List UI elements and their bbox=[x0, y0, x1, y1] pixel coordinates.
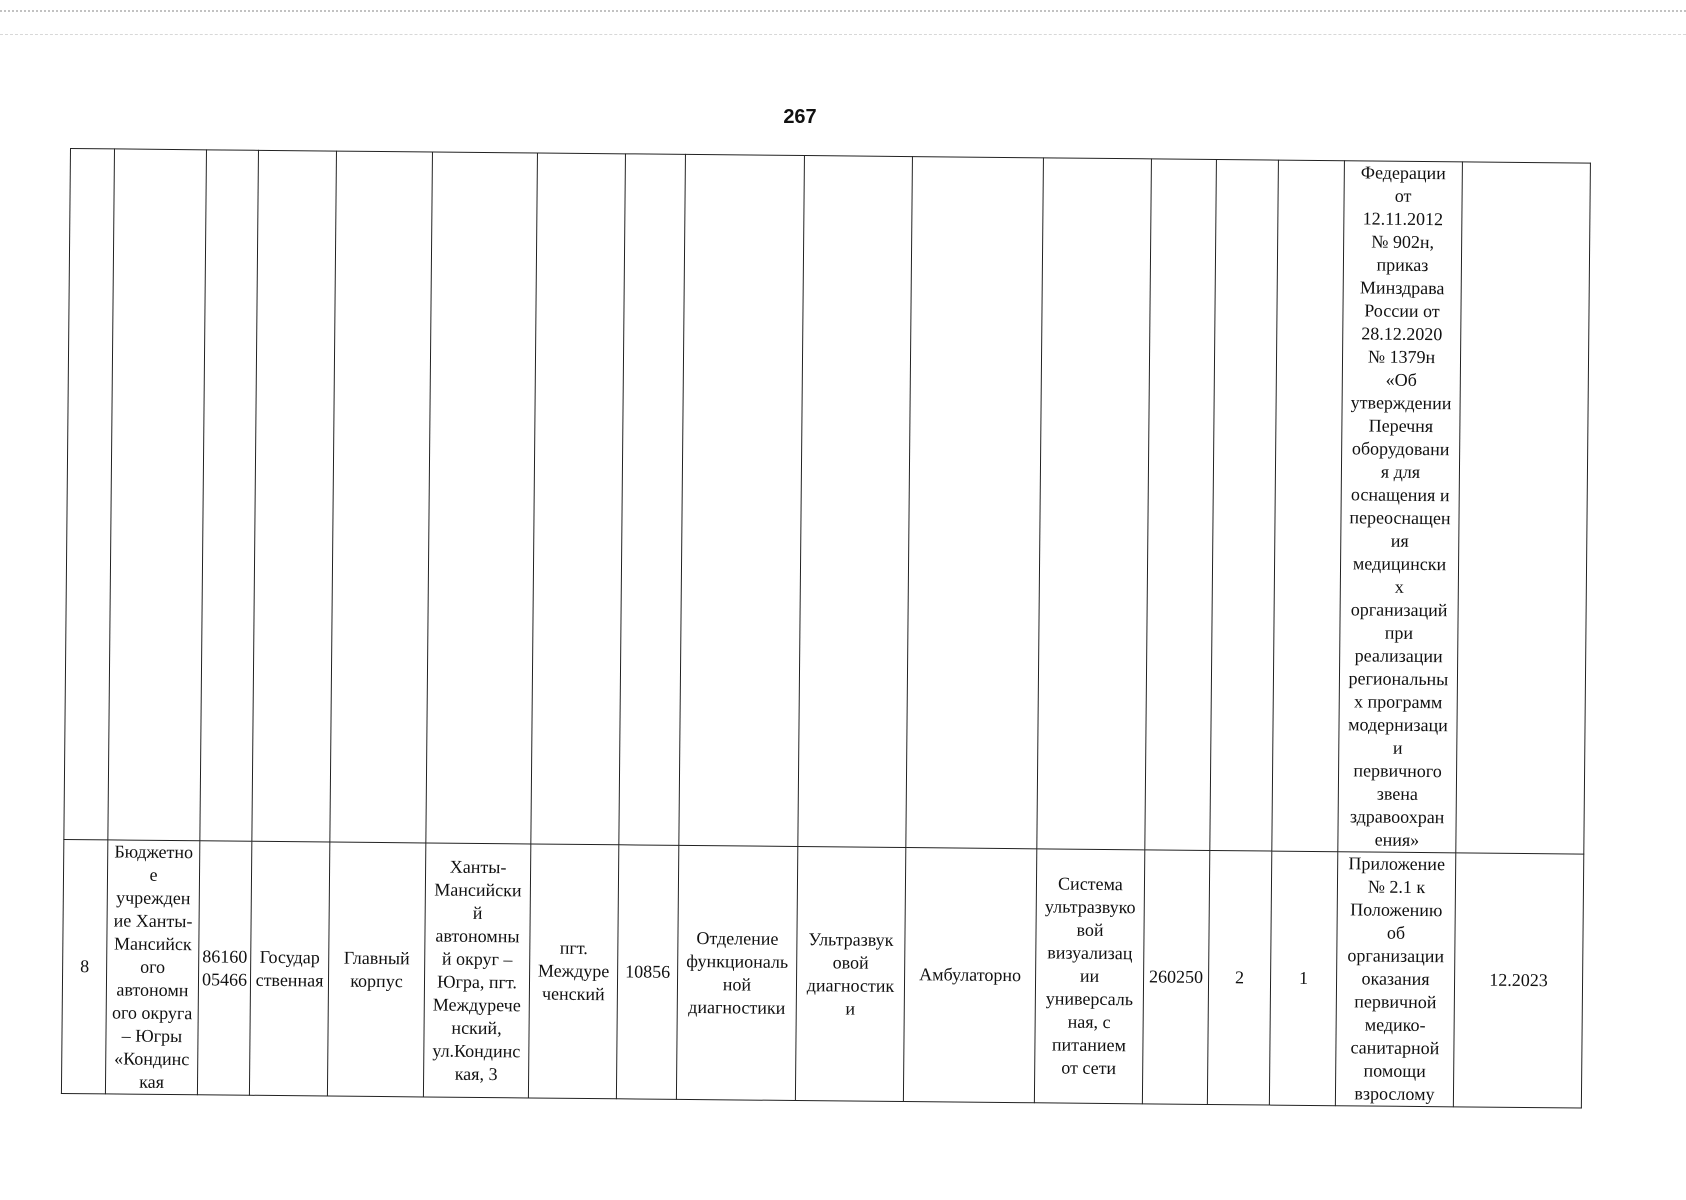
cell-ownership: Государ ственная bbox=[249, 841, 329, 1096]
registry-table bbox=[61, 148, 1591, 1109]
cell-required-qty bbox=[1210, 160, 1279, 852]
cell-ownership bbox=[252, 150, 337, 842]
cell-date: 12.2023 bbox=[1453, 853, 1583, 1108]
cell-num bbox=[64, 149, 115, 840]
cell-address: Ханты- Мансийски й автономны й округ – Югра, пгт. Междурече нский, ул.Кондинс кая, 3 bbox=[423, 843, 530, 1098]
registry-table-sheet bbox=[61, 148, 1590, 1109]
cell-profile bbox=[798, 156, 913, 848]
cell-index: 10856 bbox=[616, 845, 678, 1100]
cell-conditions: Амбулаторно bbox=[903, 848, 1036, 1103]
cell-num: 8 bbox=[61, 839, 107, 1093]
cell-actual-qty bbox=[1272, 160, 1345, 852]
cell-nkmi-code: 260250 bbox=[1142, 850, 1209, 1105]
page-number: 267 bbox=[783, 106, 817, 128]
table-row bbox=[61, 839, 1583, 1108]
scan-edge-artifact bbox=[0, 10, 1686, 12]
table-row-continuation bbox=[64, 149, 1591, 855]
cell-code: 86160 05466 bbox=[197, 841, 251, 1095]
cell-conditions bbox=[906, 157, 1044, 849]
cell-equipment bbox=[1037, 158, 1152, 850]
cell-building bbox=[330, 151, 433, 843]
cell-basis-document-continued: Федерации от 12.11.2012 № 902н, приказ Минздрава России от 28.12.2020 № 1379н «Об утверждении Перечня оборудовани я для оснащения и переоснащен ия медицински х организаций при реализации региональны х программ модернизаци и первичного звена здравоохран ения» bbox=[1338, 161, 1463, 853]
cell-basis-document: Приложение № 2.1 к Положению об организации оказания первичной медико- санитарной помощи взрослому bbox=[1335, 852, 1455, 1107]
cell-code bbox=[200, 150, 259, 841]
cell-department: Отделение функциональ ной диагностики bbox=[676, 845, 797, 1100]
cell-nkmi-code bbox=[1145, 159, 1217, 851]
cell-date bbox=[1456, 162, 1591, 854]
cell-building: Главный корпус bbox=[327, 842, 425, 1097]
cell-equipment: Система ультразвуко вой визуализац ии универсаль ная, с питанием от сети bbox=[1034, 849, 1144, 1104]
cell-organization: Бюджетно е учрежден ие Ханты- Мансийск ого автономн ого округа – Югры «Кондинс кая bbox=[105, 840, 199, 1095]
scan-edge-artifact-secondary bbox=[0, 34, 1686, 35]
cell-organization bbox=[108, 149, 207, 841]
cell-index bbox=[619, 154, 686, 846]
cell-department bbox=[679, 154, 805, 846]
cell-address bbox=[426, 152, 538, 844]
cell-settlement bbox=[531, 153, 626, 845]
cell-actual-qty: 1 bbox=[1269, 851, 1337, 1106]
cell-profile: Ультразвук овой диагностик и bbox=[795, 847, 905, 1102]
cell-required-qty: 2 bbox=[1207, 850, 1271, 1105]
cell-settlement: пгт. Междуре ченский bbox=[528, 844, 618, 1099]
